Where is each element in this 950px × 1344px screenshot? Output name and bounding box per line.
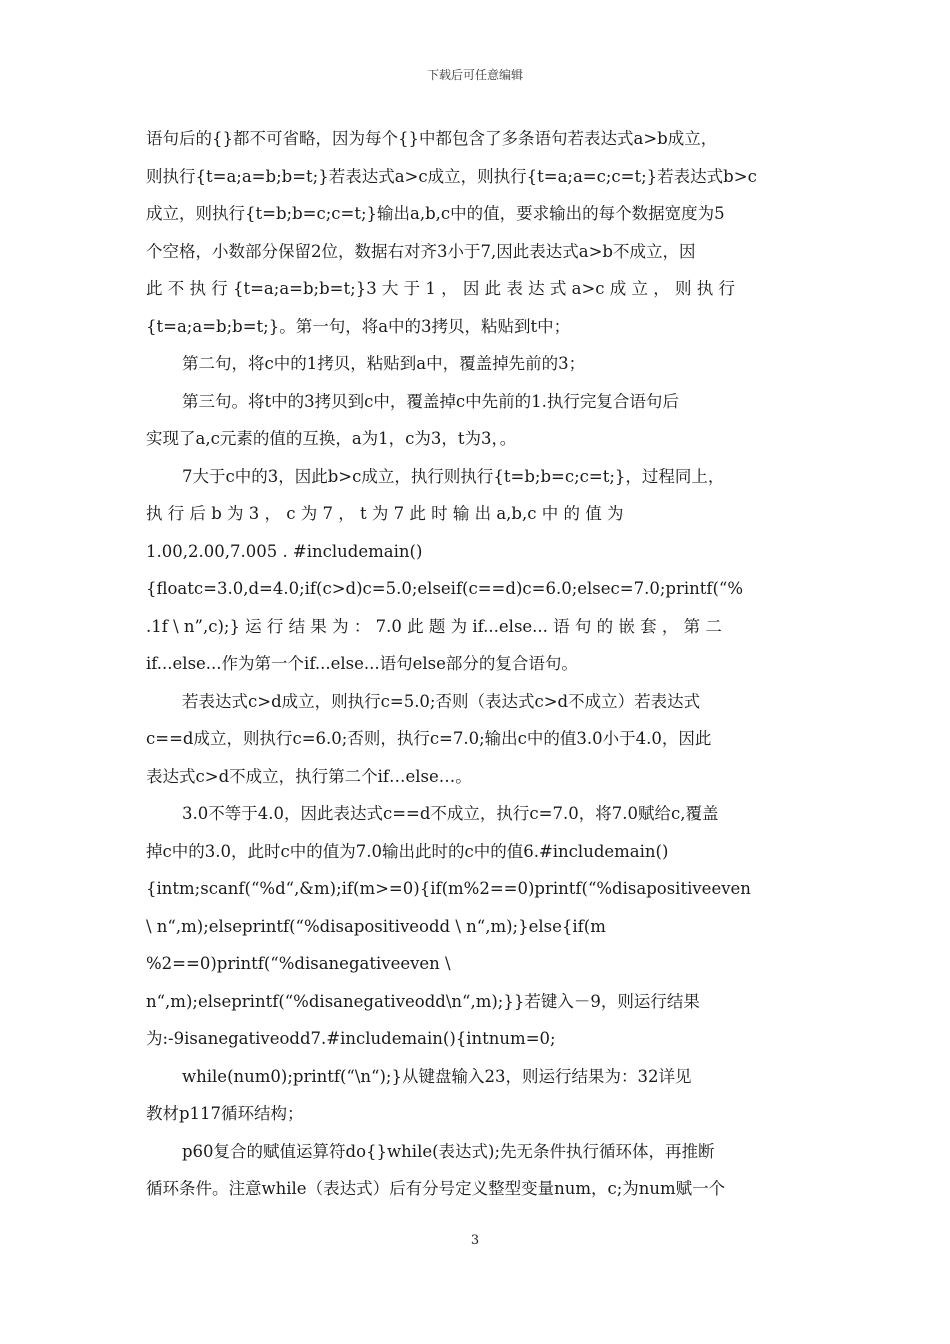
text-line: 成立，则执行{t=b;b=c;c=t;}输出a,b,c中的值，要求输出的每个数据宽度为5 xyxy=(146,204,725,223)
text-line: {floatc=3.0,d=4.0;if(c>d)c=5.0;elseif(c==d)c=6.0;elsec=7.0;printf(“% xyxy=(146,579,744,598)
text-line: 语句后的{}都不可省略，因为每个{}中都包含了多条语句若表达式a>b成立， xyxy=(146,129,718,148)
text-line: 执 行 后 b 为 3 ， c 为 7 ， t 为 7 此 时 输 出 a,b,c 中 的 值 为 xyxy=(146,504,624,523)
text-line: \ n“,m);elseprintf(“%disapositiveodd \ n“,m);}else{if(m xyxy=(146,916,606,936)
text-line: 7大于c中的3，因此b>c成立，执行则执行{t=b;b=c;c=t;}，过程同上， xyxy=(182,466,725,486)
text-line: if...else...作为第一个if...else...语句else部分的复合语句。 xyxy=(146,654,578,673)
page-header: 下载后可任意编辑 xyxy=(426,68,523,82)
text-line: c==d成立，则执行c=6.0;否则，执行c=7.0;输出c中的值3.0小于4.0，因此 xyxy=(146,729,712,748)
text-line: 循环条件。注意while（表达式）后有分号定义整型变量num，c;为num赋一个 xyxy=(146,1179,726,1198)
text-line: 表达式c>d不成立，执行第二个if…else…。 xyxy=(146,766,472,786)
text-line: 掉c中的3.0，此时c中的值为7.0输出此时的c中的值6.#includemain() xyxy=(146,841,669,861)
text-line: 第三句。将t中的3拷贝到c中，覆盖掉c中先前的1.执行完复合语句后 xyxy=(182,391,679,411)
text-line: 3.0不等于4.0，因此表达式c==d不成立，执行c=7.0，将7.0赋给c,覆盖 xyxy=(182,804,719,823)
text-line: .1f \ n”,c);} 运 行 结 果 为 ： 7.0 此 题 为 if...else... 语 句 的 嵌 套 ， 第 二 xyxy=(146,616,722,636)
text-line: while(num0);printf(“\n“);}从键盘输入23，则运行结果为：32详见 xyxy=(182,1066,692,1086)
text-line: 1.00,2.00,7.005 . #includemain() xyxy=(146,541,423,561)
page-number: 3 xyxy=(470,1233,480,1248)
text-line: {intm;scanf(“%d“,&m);if(m>=0){if(m%2==0)printf(“%disapositiveeven xyxy=(146,879,751,898)
text-line: p60复合的赋值运算符do{}while(表达式);先无条件执行循环体，再推断 xyxy=(182,1141,715,1161)
text-line: 实现了a,c元素的值的互换，a为1，c为3，t为3，。 xyxy=(146,429,517,448)
text-line: 第二句，将c中的1拷贝，粘贴到a中，覆盖掉先前的3； xyxy=(182,354,586,373)
text-line: 则执行{t=a;a=b;b=t;}若表达式a>c成立，则执行{t=a;a=c;c=t;}若表达式b>c xyxy=(146,166,757,186)
text-line: n“,m);elseprintf(“%disanegativeodd\n“,m);}}若键入－9，则运行结果 xyxy=(146,991,700,1011)
text-line: %2==0)printf(“%disanegativeeven \ xyxy=(146,954,451,973)
text-line: 教材p117循环结构； xyxy=(146,1104,304,1123)
text-line: 个空格，小数部分保留2位，数据右对齐3小于7,因此表达式a>b不成立，因 xyxy=(146,241,696,261)
text-line: 为:-9isanegativeodd7.#includemain(){intnum=0; xyxy=(146,1029,556,1048)
text-line: 若表达式c>d成立，则执行c=5.0;否则（表达式c>d不成立）若表达式 xyxy=(182,691,701,711)
text-line: 此 不 执 行 {t=a;a=b;b=t;}3 大 于 1 ， 因 此 表 达 式 a>c 成 立 ， 则 执 行 xyxy=(146,279,736,298)
text-line: {t=a;a=b;b=t;}。第一句，将a中的3拷贝，粘贴到t中； xyxy=(146,316,571,336)
document-body xyxy=(146,120,806,1208)
